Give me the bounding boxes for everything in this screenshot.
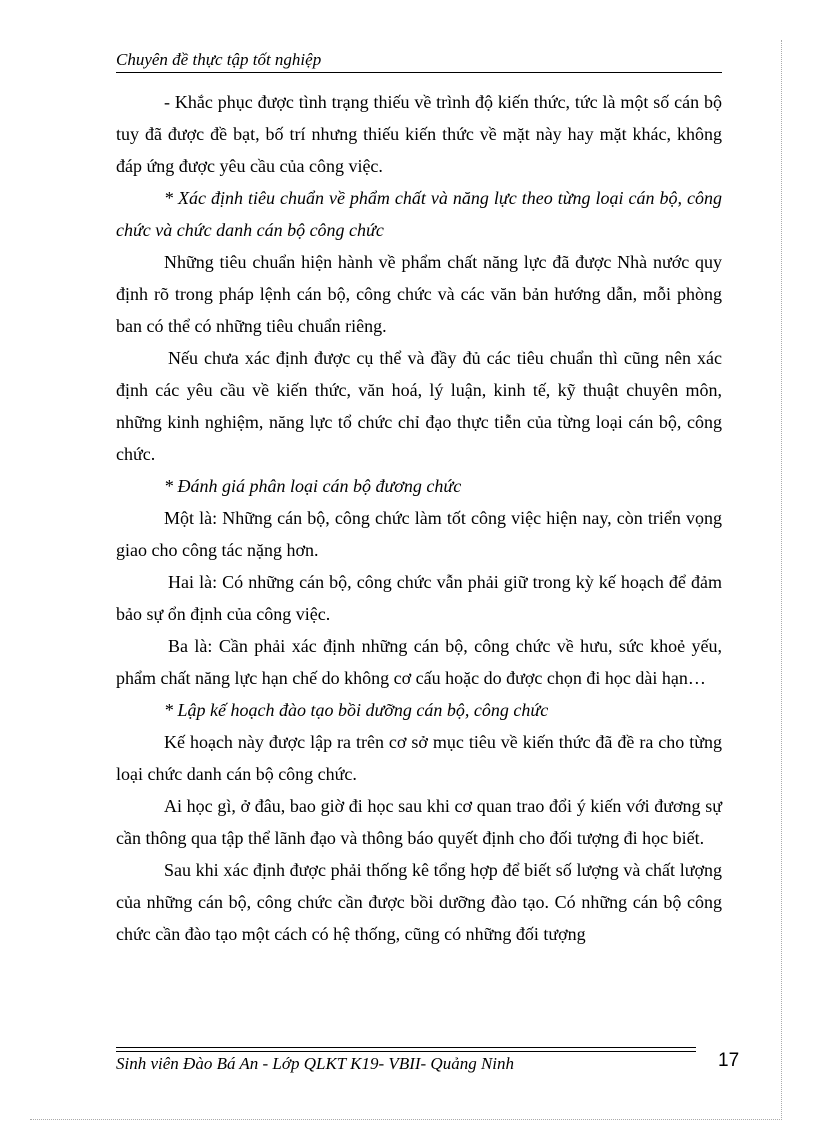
section-heading: * Đánh giá phân loại cán bộ đương chức bbox=[164, 476, 462, 496]
paragraph: Một là: Những cán bộ, công chức làm tốt công việc hiện nay, còn triển vọng giao cho công tác nặng hơn. bbox=[116, 508, 722, 560]
page-number: 17 bbox=[718, 1050, 740, 1071]
page-border-right bbox=[781, 40, 782, 1120]
paragraph: Nếu chưa xác định được cụ thể và đầy đủ các tiêu chuẩn thì cũng nên xác định các yêu cầu về kiến thức, văn hoá, lý luận, kinh tế, kỹ thuật chuyên môn, những kinh nghiệm, năng lực tổ chức chỉ đạo thực tiễn của từng loại cán bộ, công chức. bbox=[116, 348, 722, 464]
paragraph: Những tiêu chuẩn hiện hành về phẩm chất năng lực đã được Nhà nước quy định rõ trong pháp lệnh cán bộ, công chức và các văn bản hướng dẫn, mỗi phòng ban có thể có những tiêu chuẩn riêng. bbox=[116, 252, 722, 336]
footer-divider bbox=[116, 1047, 696, 1048]
footer-divider bbox=[116, 1051, 696, 1052]
header-title: Chuyên đề thực tập tốt nghiệp bbox=[116, 50, 322, 69]
section-heading: * Lập kế hoạch đào tạo bồi dưỡng cán bộ, công chức bbox=[164, 700, 549, 720]
page-border-bottom bbox=[30, 1119, 782, 1120]
page-header bbox=[116, 48, 722, 73]
paragraph: Kế hoạch này được lập ra trên cơ sở mục tiêu về kiến thức đã đề ra cho từng loại chức danh cán bộ công chức. bbox=[116, 732, 722, 784]
paragraph: Sau khi xác định được phải thống kê tổng hợp để biết số lượng và chất lượng của những cán bộ, công chức cần được bồi dưỡng đào tạo. Có những cán bộ công chức cần đào tạo một cách có hệ thống, cũng có những đối tượng bbox=[116, 860, 722, 944]
paragraph: - Khắc phục được tình trạng thiếu về trình độ kiến thức, tức là một số cán bộ tuy đã được đề bạt, bố trí nhưng thiếu kiến thức về mặt này hay mặt khác, không đáp ứng được yêu cầu của công việc. bbox=[116, 92, 722, 176]
footer-author: Sinh viên Đào Bá An - Lớp QLKT K19- VBII- Quảng Ninh bbox=[116, 1054, 515, 1073]
document-body bbox=[116, 86, 722, 950]
paragraph: Ba là: Cần phải xác định những cán bộ, công chức về hưu, sức khoẻ yếu, phẩm chất năng lực hạn chế do không cơ cấu hoặc do được chọn đi học dài hạn… bbox=[116, 636, 722, 688]
paragraph: Hai là: Có những cán bộ, công chức vẫn phải giữ trong kỳ kế hoạch để đảm bảo sự ổn định của công việc. bbox=[116, 572, 722, 624]
section-heading: * Xác định tiêu chuẩn về phẩm chất và năng lực theo từng loại cán bộ, công chức và chức danh cán bộ công chức bbox=[116, 188, 722, 240]
paragraph: Ai học gì, ở đâu, bao giờ đi học sau khi cơ quan trao đổi ý kiến với đương sự cần thông qua tập thể lãnh đạo và thông báo quyết định cho đối tượng đi học biết. bbox=[116, 796, 722, 848]
